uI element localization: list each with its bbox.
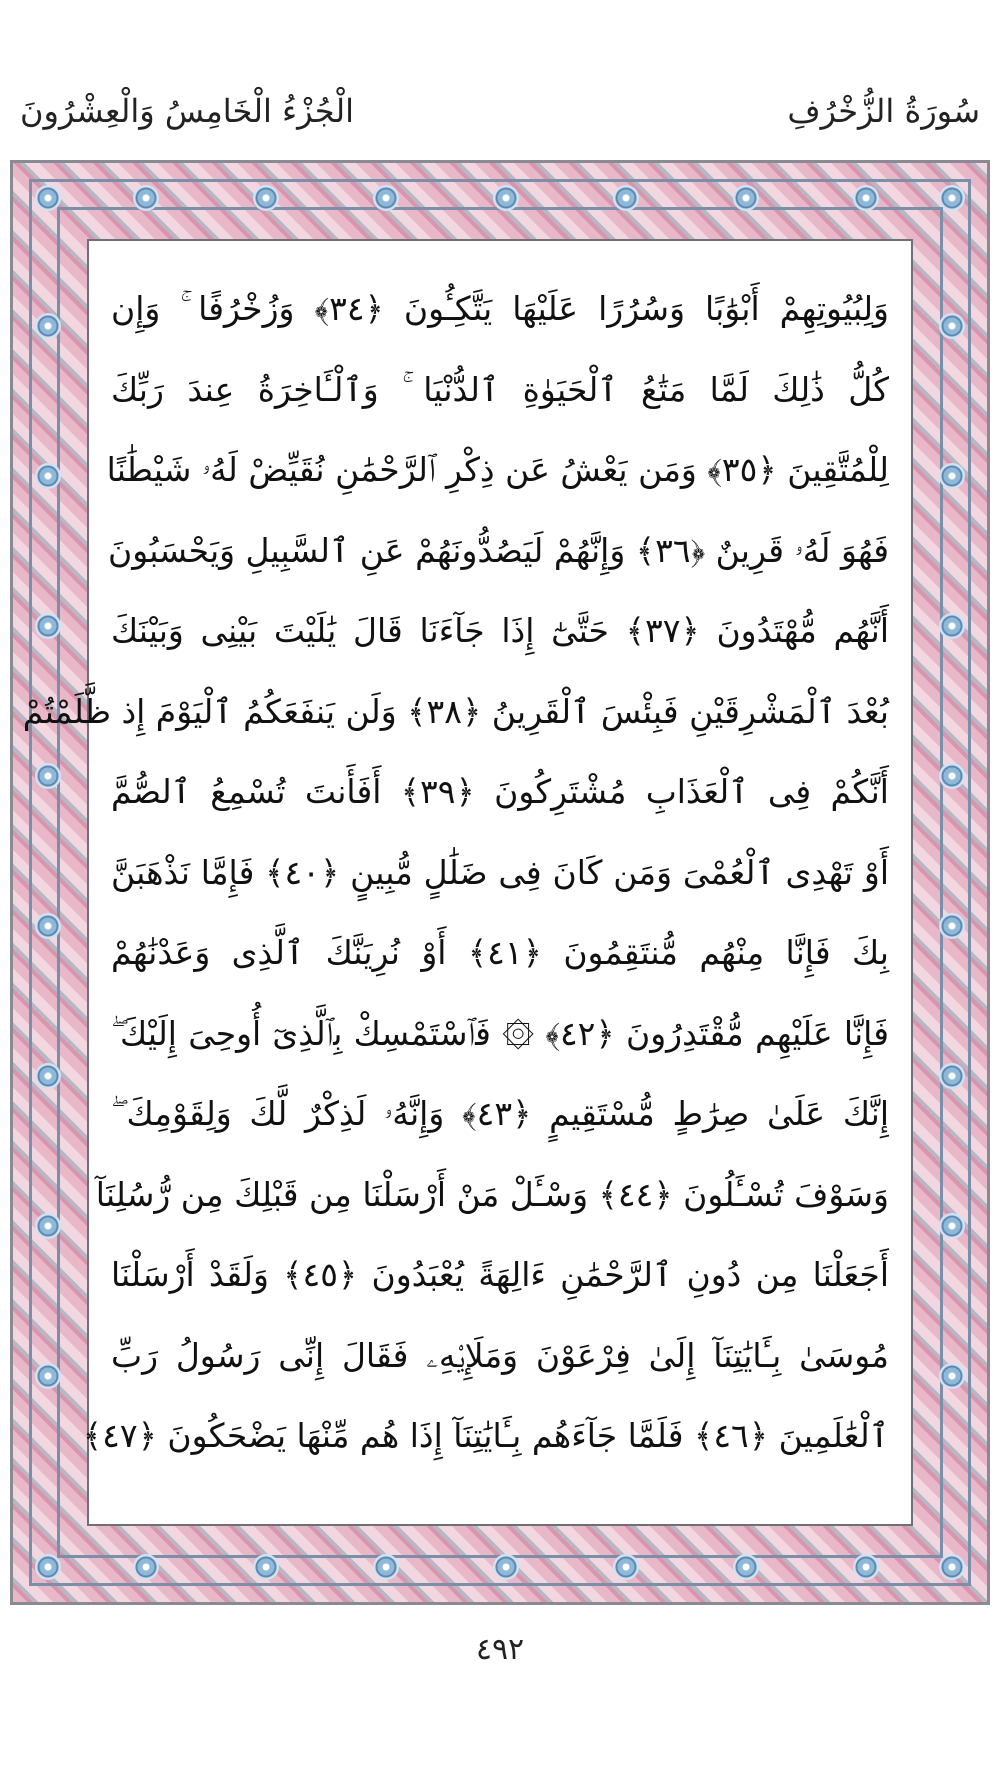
verse-line: مُوسَىٰ بِـَٔايَٰتِنَآ إِلَىٰ فِرْعَوْنَ وَمَلَإِي۟هِۦ فَقَالَ إِنِّى رَسُولُ رَبِّ [111,1335,889,1375]
rosette-ornament-icon [35,463,61,489]
page-number: ٤٩٢ [475,1632,525,1667]
verse-line: ٱلْعَٰلَمِينَ ﴿٤٦﴾ فَلَمَّا جَآءَهُم بِـَٔايَٰتِنَآ إِذَا هُم مِّنْهَا يَضْحَكُونَ ﴿٤٧﴾ [82,1416,889,1455]
verse-text-panel [22,239,913,1526]
rosette-ornament-icon [373,1554,399,1580]
verse-line: فَإِنَّا عَلَيْهِم مُّقْتَدِرُونَ ﴿٤٢﴾ ۞ فَٱسْتَمْسِكْ بِٱلَّذِىٓ أُوحِىَ إِلَيْكَ ۖ [111,1013,889,1053]
rosette-ornament-icon [939,463,965,489]
rosette-ornament-icon [939,313,965,339]
verse-line: أَجَعَلْنَا مِن دُونِ ٱلرَّحْمَٰنِ ءَالِهَةً يُعْبَدُونَ ﴿٤٥﴾ وَلَقَدْ أَرْسَلْنَا [111,1255,890,1294]
rosette-ornament-icon [133,185,159,211]
rosette-ornament-icon [939,1063,965,1089]
rosette-ornament-icon [939,613,965,639]
rosette-ornament-icon [939,185,965,211]
rosette-ornament-icon [853,1554,879,1580]
rosette-ornament-icon [35,1063,61,1089]
verse-line: إِنَّكَ عَلَىٰ صِرَٰطٍ مُّسْتَقِيمٍ ﴿٤٣﴾ وَإِنَّهُۥ لَذِكْرٌ لَّكَ وَلِقَوْمِكَ ۖ [111,1094,890,1133]
rosette-ornament-icon [613,185,639,211]
verse-line: لِلْمُتَّقِينَ ﴿٣٥﴾ وَمَن يَعْشُ عَن ذِكْرِ ٱلرَّحْمَٰنِ نُقَيِّضْ لَهُۥ شَيْطَٰنًا [106,450,889,489]
verse-line: أَنَّكُمْ فِى ٱلْعَذَابِ مُشْتَرِكُونَ ﴿٣٩﴾ أَفَأَنتَ تُسْمِعُ ٱلصُّمَّ [111,772,889,811]
rosette-ornament-icon [253,1554,279,1580]
rosette-ornament-icon [939,1213,965,1239]
rosette-ornament-icon [939,1554,965,1580]
rosette-ornament-icon [493,1554,519,1580]
juz-title: الْجُزْءُ الْخَامِسُ وَالْعِشْرُونَ [20,92,355,130]
rosette-ornament-icon [939,913,965,939]
verse-line: أَنَّهُم مُّهْتَدُونَ ﴿٣٧﴾ حَتَّىٰٓ إِذَا جَآءَنَا قَالَ يَٰلَيْتَ بَيْنِى وَبَيْنَكَ [111,611,889,650]
rosette-ornament-icon [35,613,61,639]
rosette-ornament-icon [253,185,279,211]
rosette-ornament-icon [35,913,61,939]
page-header [20,92,980,142]
rosette-ornament-icon [35,1213,61,1239]
rosette-ornament-icon [613,1554,639,1580]
rosette-ornament-icon [493,185,519,211]
rosette-ornament-icon [853,185,879,211]
verse-lines [22,269,890,1477]
rosette-ornament-icon [35,313,61,339]
verse-line: بُعْدَ ٱلْمَشْرِقَيْنِ فَبِئْسَ ٱلْقَرِينُ ﴿٣٨﴾ وَلَن يَنفَعَكُمُ ٱلْيَوْمَ إِذ ظَّلَمْتُمْ [22,691,889,731]
verse-line: كُلُّ ذَٰلِكَ لَمَّا مَتَٰعُ ٱلْحَيَوٰةِ ٱلدُّنْيَا ۚ وَٱلْـَٔاخِرَةُ عِندَ رَبِّكَ [111,369,889,409]
verse-line: وَلِبُيُوتِهِمْ أَبْوَٰبًا وَسُرُرًا عَلَيْهَا يَتَّكِـُٔونَ ﴿٣٤﴾ وَزُخْرُفًا ۚ وَإِن [111,289,889,328]
ornamental-frame [10,160,990,1605]
rosette-ornament-icon [733,185,759,211]
rosette-ornament-icon [939,763,965,789]
verse-line: أَوْ تَهْدِى ٱلْعُمْىَ وَمَن كَانَ فِى ضَلَٰلٍ مُّبِينٍ ﴿٤٠﴾ فَإِمَّا نَذْهَبَنَّ [111,852,889,892]
verse-line: بِكَ فَإِنَّا مِنْهُم مُّنتَقِمُونَ ﴿٤١﴾ أَوْ نُرِيَنَّكَ ٱلَّذِى وَعَدْنَٰهُمْ [111,933,889,972]
rosette-ornament-icon [35,763,61,789]
surah-title: سُورَةُ الزُّخْرُفِ [787,92,980,130]
rosette-ornament-icon [939,1363,965,1389]
verse-line: فَهُوَ لَهُۥ قَرِينٌ ﴿٣٦﴾ وَإِنَّهُمْ لَيَصُدُّونَهُمْ عَنِ ٱلسَّبِيلِ وَيَحْسَبُونَ [107,530,889,570]
rosette-ornament-icon [35,1554,61,1580]
rosette-ornament-icon [733,1554,759,1580]
rosette-ornament-icon [373,185,399,211]
rosette-ornament-icon [133,1554,159,1580]
rosette-ornament-icon [35,1363,61,1389]
verse-line: وَسَوْفَ تُسْـَٔلُونَ ﴿٤٤﴾ وَسْـَٔلْ مَنْ أَرْسَلْنَا مِن قَبْلِكَ مِن رُّسُلِنَآ [95,1174,889,1214]
rosette-ornament-icon [35,185,61,211]
